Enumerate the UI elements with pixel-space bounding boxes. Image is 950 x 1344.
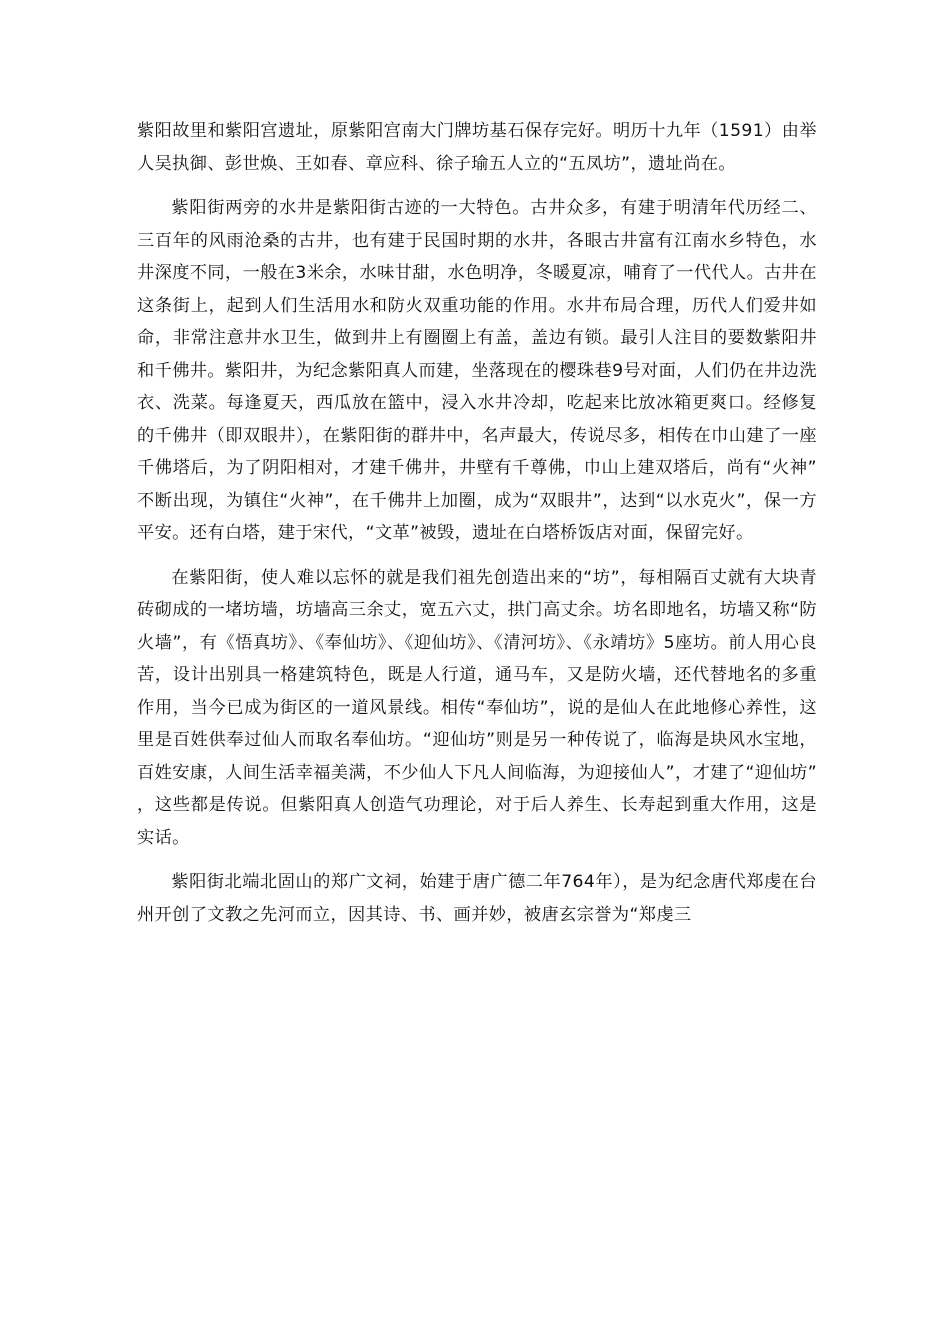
paragraph-zheng-guangwen-shrine: 紫阳街北端北固山的郑广文祠，始建于唐广德二年764年），是为纪念唐代郑虔在台州开创了文教之先河而立，因其诗、书、画并妙，被唐玄宗誉为“郑虔三 (137, 872, 817, 925)
paragraph-ziyang-palace-ruins: 紫阳故里和紫阳宫遗址，原紫阳宫南大门牌坊基石保存完好。明历十九年（1591）由举人吴执御、彭世焕、王如春、章应科、徐子瑜五人立的“五凤坊”，遗址尚在。 (137, 121, 817, 174)
document-body (137, 115, 817, 943)
paragraph-ancient-wells: 紫阳街两旁的水井是紫阳街古迹的一大特色。古井众多，有建于明清年代历经二、三百年的风雨沧桑的古井，也有建于民国时期的水井，各眼古井富有江南水乡特色，水井深度不同，一般在3米余，水味甘甜，水色明净，冬暖夏凉，哺育了一代代人。古井在这条街上，起到人们生活用水和防火双重功能的作用。水井布局合理，历代人们爱井如命，非常注意井水卫生，做到井上有圈圈上有盖，盖边有锁。最引人注目的要数紫阳井和千佛井。紫阳井，为纪念紫阳真人而建，坐落现在的樱珠巷9号对面，人们仍在井边洗衣、洗菜。每逢夏天，西瓜放在篮中，浸入水井冷却，吃起来比放冰箱更爽口。经修复的千佛井（即双眼井），在紫阳街的群井中，名声最大，传说尽多，相传在巾山建了一座千佛塔后，为了阴阳相对，才建千佛井，井壁有千尊佛，巾山上建双塔后，尚有“火神”不断出现，为镇住“火神”，在千佛井上加圈，成为“双眼井”，达到“以水克火”，保一方平安。还有白塔，建于宋代，“文革”被毁，遗址在白塔桥饭店对面，保留完好。 (137, 198, 817, 543)
paragraph-fang-walls: 在紫阳街，使人难以忘怀的就是我们祖先创造出来的“坊”，每相隔百丈就有大块青砖砌成的一堵坊墙，坊墙高三余丈，宽五六丈，拱门高丈余。坊名即地名，坊墙又称“防火墙”，有《悟真坊》、《奉仙坊》、《迎仙坊》、《清河坊》、《永靖坊》5座坊。前人用心良苦，设计出别具一格建筑特色，既是人行道，通马车，又是防火墙，还代替地名的多重作用，当今已成为街区的一道风景线。相传“奉仙坊”，说的是仙人在此地修心养性，这里是百姓供奉过仙人而取名奉仙坊。“迎仙坊”则是另一种传说了，临海是块风水宝地，百姓安康，人间生活幸福美满，不少仙人下凡人间临海，为迎接仙人”，才建了“迎仙坊”，这些都是传说。但紫阳真人创造气功理论，对于后人养生、长寿起到重大作用，这是实话。 (137, 567, 817, 848)
